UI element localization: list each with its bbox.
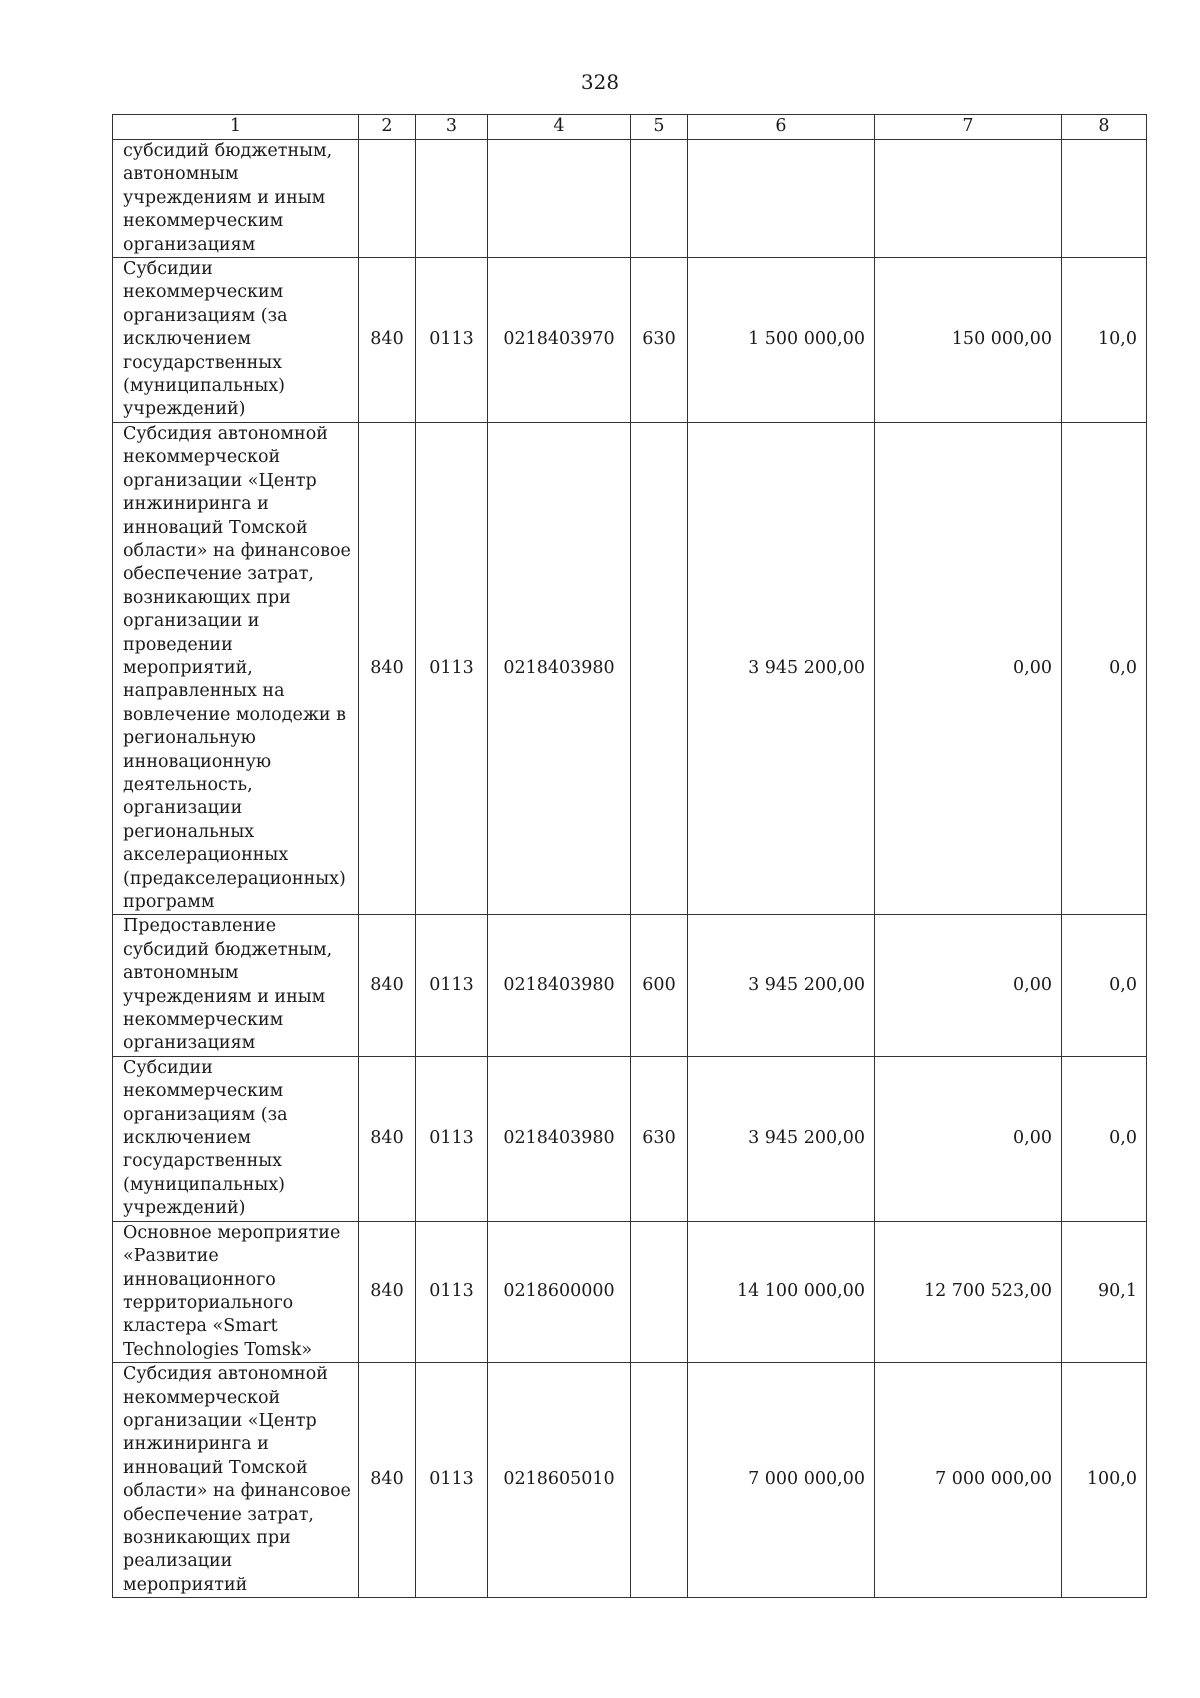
cell-expense-type bbox=[631, 1363, 688, 1598]
cell-section-code: 0113 bbox=[416, 1221, 488, 1362]
cell-target-article: 0218403980 bbox=[488, 915, 631, 1056]
cell-section-code: 0113 bbox=[416, 1056, 488, 1221]
cell-planned-amount bbox=[688, 140, 875, 258]
row-description: Предоставление субсидий бюджетным, автономным учреждениям и иным некоммерческим организациям bbox=[113, 915, 359, 1056]
cell-expense-type: 630 bbox=[631, 1056, 688, 1221]
cell-section-code: 0113 bbox=[416, 915, 488, 1056]
table-header-row bbox=[113, 115, 1147, 140]
column-header: 1 bbox=[113, 115, 359, 140]
cell-planned-amount: 3 945 200,00 bbox=[688, 422, 875, 915]
cell-ministry-code: 840 bbox=[359, 1363, 416, 1598]
cell-section-code: 0113 bbox=[416, 422, 488, 915]
cell-percent: 100,0 bbox=[1062, 1363, 1147, 1598]
row-description: Субсидия автономной некоммерческой организации «Центр инжиниринга и инноваций Томской области» на финансовое обеспечение затрат, возникающих при организации и проведении мероприятий, направленных на вовлечение молодежи в региональную инновационную деятельность, организации региональных акселерационных (предакселерационных) программ bbox=[113, 422, 359, 915]
cell-executed-amount bbox=[875, 140, 1062, 258]
table-row bbox=[113, 258, 1147, 423]
cell-planned-amount: 1 500 000,00 bbox=[688, 258, 875, 423]
cell-target-article: 0218403980 bbox=[488, 422, 631, 915]
cell-ministry-code bbox=[359, 140, 416, 258]
page-number: 328 bbox=[580, 70, 620, 94]
table-row bbox=[113, 422, 1147, 915]
cell-expense-type: 600 bbox=[631, 915, 688, 1056]
column-header: 4 bbox=[488, 115, 631, 140]
row-description: Основное мероприятие «Развитие инновационного территориального кластера «Smart Technologies Tomsk» bbox=[113, 1221, 359, 1362]
cell-expense-type bbox=[631, 140, 688, 258]
cell-section-code: 0113 bbox=[416, 258, 488, 423]
budget-table bbox=[112, 114, 1147, 1598]
cell-percent: 0,0 bbox=[1062, 915, 1147, 1056]
cell-planned-amount: 7 000 000,00 bbox=[688, 1363, 875, 1598]
table-row bbox=[113, 140, 1147, 258]
cell-expense-type bbox=[631, 422, 688, 915]
cell-target-article: 0218600000 bbox=[488, 1221, 631, 1362]
table-row bbox=[113, 915, 1147, 1056]
table-row bbox=[113, 1221, 1147, 1362]
cell-expense-type: 630 bbox=[631, 258, 688, 423]
cell-percent: 10,0 bbox=[1062, 258, 1147, 423]
row-description: субсидий бюджетным, автономным учреждениям и иным некоммерческим организациям bbox=[113, 140, 359, 258]
cell-section-code bbox=[416, 140, 488, 258]
cell-executed-amount: 7 000 000,00 bbox=[875, 1363, 1062, 1598]
column-header: 3 bbox=[416, 115, 488, 140]
cell-planned-amount: 3 945 200,00 bbox=[688, 1056, 875, 1221]
cell-percent bbox=[1062, 140, 1147, 258]
cell-target-article: 0218605010 bbox=[488, 1363, 631, 1598]
cell-percent: 0,0 bbox=[1062, 1056, 1147, 1221]
cell-ministry-code: 840 bbox=[359, 258, 416, 423]
table-row bbox=[113, 1363, 1147, 1598]
cell-executed-amount: 0,00 bbox=[875, 1056, 1062, 1221]
cell-percent: 0,0 bbox=[1062, 422, 1147, 915]
cell-ministry-code: 840 bbox=[359, 1221, 416, 1362]
cell-executed-amount: 0,00 bbox=[875, 422, 1062, 915]
column-header: 2 bbox=[359, 115, 416, 140]
row-description: Субсидии некоммерческим организациям (за исключением государственных (муниципальных) учреждений) bbox=[113, 1056, 359, 1221]
cell-executed-amount: 12 700 523,00 bbox=[875, 1221, 1062, 1362]
column-header: 5 bbox=[631, 115, 688, 140]
cell-ministry-code: 840 bbox=[359, 1056, 416, 1221]
column-header: 6 bbox=[688, 115, 875, 140]
cell-executed-amount: 150 000,00 bbox=[875, 258, 1062, 423]
cell-target-article: 0218403970 bbox=[488, 258, 631, 423]
column-header: 8 bbox=[1062, 115, 1147, 140]
cell-ministry-code: 840 bbox=[359, 915, 416, 1056]
table-row bbox=[113, 1056, 1147, 1221]
cell-executed-amount: 0,00 bbox=[875, 915, 1062, 1056]
cell-target-article: 0218403980 bbox=[488, 1056, 631, 1221]
row-description: Субсидии некоммерческим организациям (за исключением государственных (муниципальных) учреждений) bbox=[113, 258, 359, 423]
cell-section-code: 0113 bbox=[416, 1363, 488, 1598]
row-description: Субсидия автономной некоммерческой организации «Центр инжиниринга и инноваций Томской области» на финансовое обеспечение затрат, возникающих при реализации мероприятий bbox=[113, 1363, 359, 1598]
cell-ministry-code: 840 bbox=[359, 422, 416, 915]
column-header: 7 bbox=[875, 115, 1062, 140]
cell-expense-type bbox=[631, 1221, 688, 1362]
cell-target-article bbox=[488, 140, 631, 258]
cell-planned-amount: 14 100 000,00 bbox=[688, 1221, 875, 1362]
cell-percent: 90,1 bbox=[1062, 1221, 1147, 1362]
cell-planned-amount: 3 945 200,00 bbox=[688, 915, 875, 1056]
